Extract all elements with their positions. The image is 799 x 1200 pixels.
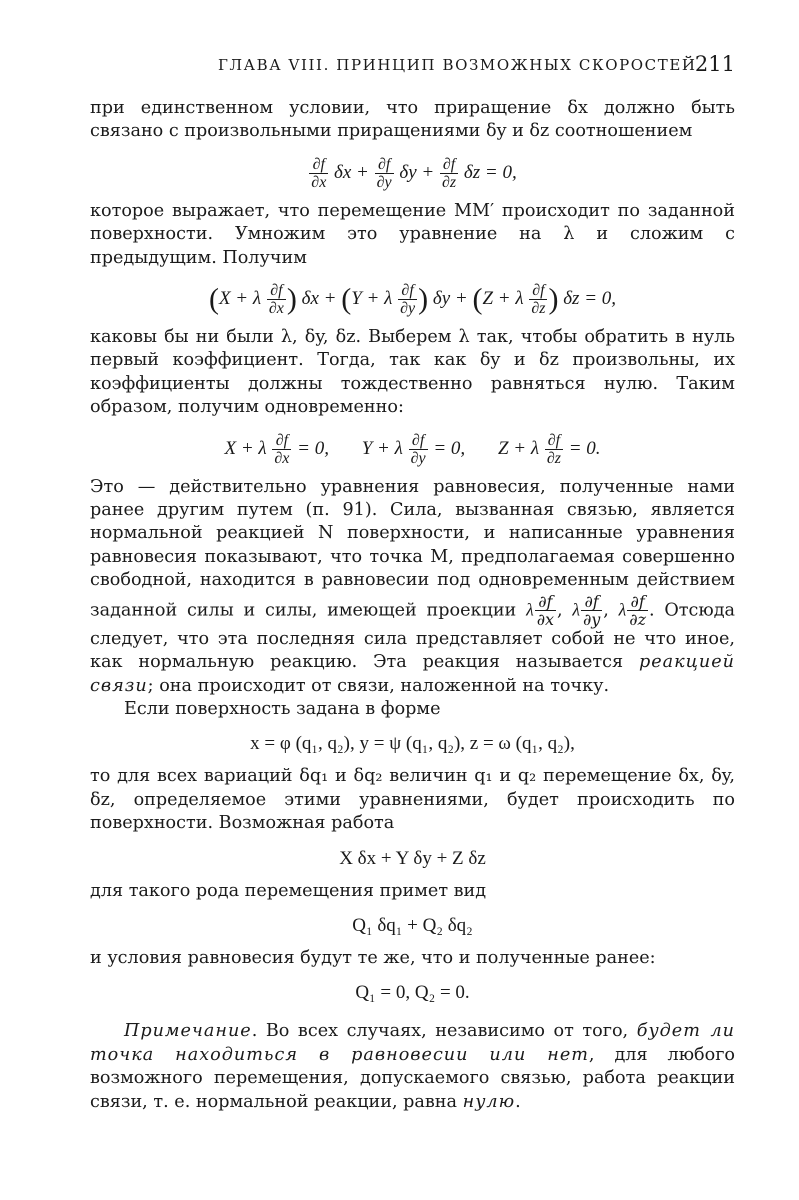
note-paragraph: Примечание. Во всех случаях, независимо от того, будет ли точка находиться в равновесии или нет, для любого возможного перемещения, допускаемого связью, работа реакции связи, т. е. нормальной реакции, равна нулю.: [90, 1021, 736, 1112]
term-emphasis: реакцией связи: [90, 652, 736, 696]
fraction: $\frac{\partial f}{\partial z}$: [629, 591, 646, 629]
page-header: [90, 52, 735, 80]
fraction: $\frac{\partial f}{\partial z}$: [442, 155, 457, 191]
page-body: [90, 97, 735, 1114]
running-title: ГЛАВА VIII. ПРИНЦИП ВОЗМОЖНЫХ СКОРОСТЕЙ: [218, 56, 697, 74]
note-emphasis: будет ли точка находиться в равновесии или нет: [90, 1021, 735, 1065]
note-label: Примечание: [124, 1021, 252, 1042]
fraction: $\frac{\partial f}{\partial x}$: [536, 591, 554, 629]
paragraph-8: и условия равновесия будут те же, что и полученные ранее:: [90, 947, 656, 968]
equation-combined: (X + λ $\frac{\partial f}{\partial x}$ ) δx + (Y + λ $\frac{\partial f}{\partial y}$ ) δy + (Z + λ $\frac{\partial f}{\partial z}$ ) δz = 0,: [208, 282, 617, 318]
fraction: $\frac{\partial f}{\partial z}$: [546, 431, 561, 467]
paragraph-5: Если поверхность задана в форме: [124, 698, 441, 719]
paragraph-7: для такого рода перемещения примет вид: [90, 880, 487, 901]
equation-generalized-work: Q₁ δq₁ + Q₂ δq₂: [352, 914, 473, 936]
page-number: 211: [694, 52, 735, 76]
fraction: $\frac{\partial f}{\partial x}$: [274, 431, 290, 467]
paragraph-3: каковы бы ни были λ, δy, δz. Выберем λ так, чтобы обратить в нуль первый коэффициент. Тогда, так как δy и δz произвольны, их коэффициенты должны тождественно равняться нулю. Таким образом, получим одновременно:: [90, 327, 735, 418]
equation-equilibrium: X + λ $\frac{\partial f}{\partial x}$ = 0, Y + λ $\frac{\partial f}{\partial y}$ = 0, Z + λ $\frac{\partial f}{\partial z}$ = 0.: [224, 431, 601, 467]
fraction: $\frac{\partial f}{\partial x}$: [268, 282, 284, 318]
equation-generalized-equilibrium: Q₁ = 0, Q₂ = 0.: [355, 982, 470, 1004]
fraction: $\frac{\partial f}{\partial x}$: [311, 155, 327, 191]
note-emphasis-zero: нулю: [462, 1091, 516, 1112]
fraction: $\frac{\partial f}{\partial y}$: [582, 591, 601, 629]
paragraph-2: которое выражает, что перемещение MM′ происходит по заданной поверхности. Умножим это уравнение на λ и сложим с предыдущим. Получим: [90, 200, 735, 268]
fraction: $\frac{\partial f}{\partial y}$: [400, 282, 416, 318]
paragraph-6: то для всех вариаций δq₁ и δq₂ величин q₁ и q₂ перемещение δx, δy, δz, определяемое этими уравнениями, будет происходить по поверхности. Возможная работа: [90, 766, 735, 834]
fraction: $\frac{\partial f}{\partial z}$: [531, 282, 546, 318]
paragraph-1: при единственном условии, что приращение δx должно быть связано с произвольными приращениями δy и δz соотношением: [90, 98, 735, 142]
equation-constraint: $\frac{\partial f}{\partial x}$ δx + $\frac{\partial f}{\partial y}$ δy + $\frac{\partial f}{\partial z}$ δz = 0,: [311, 155, 517, 191]
equation-virtual-work: X δx + Y δy + Z δz: [339, 847, 486, 869]
paragraph-4: Это — действительно уравнения равновесия, полученные нами ранее другим путем (п. 91). Сила, вызванная связью, является нормальной реакцией N поверхности, и написанные уравнения равновесия показывают, что точка M, предполагаемая совершенно свободной, находится в равновесии под одновременным действием заданной силы и силы, имеющей проекции λ $\frac{\partial f}{\partial x}$ , λ $\frac{\partial f}{\partial y}$ , λ $\frac{\partial f}{\partial z}$ . Отсюда следует, что эта последняя сила представляет собой не что иное, как нормальную реакцию. Эта реакция называется реакцией связи; она происходит от связи, наложенной на точку.: [90, 476, 736, 696]
fraction: $\frac{\partial f}{\partial y}$: [376, 155, 392, 191]
fraction: $\frac{\partial f}{\partial y}$: [410, 431, 426, 467]
equation-parametric-surface: x = φ (q₁, q₂), y = ψ (q₁, q₂), z = ω (q₁, q₂),: [250, 733, 575, 755]
